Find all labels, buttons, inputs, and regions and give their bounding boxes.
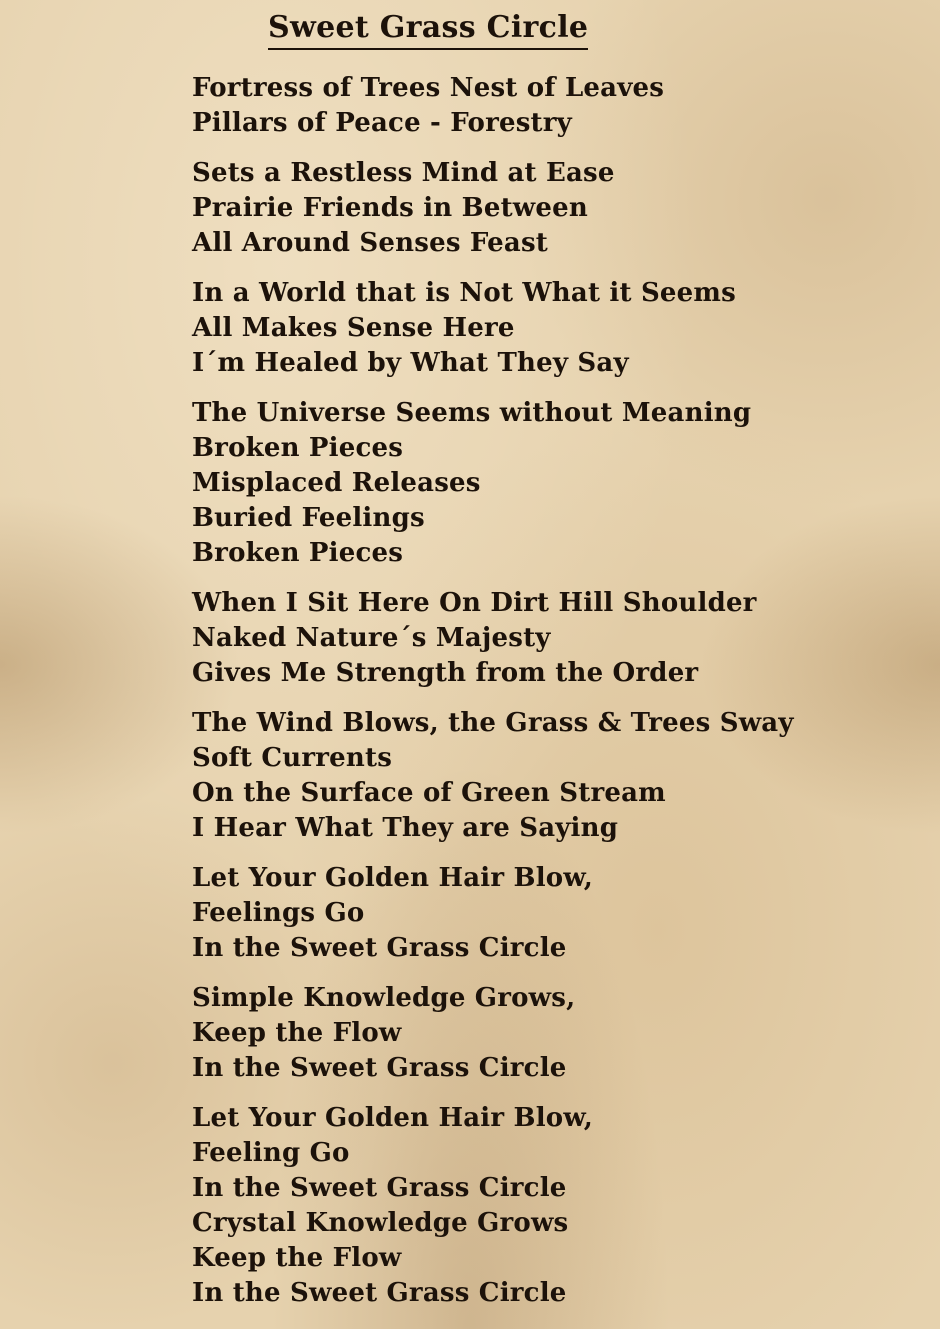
stanza <box>192 1101 892 1311</box>
poem-line: Pillars of Peace - Forestry <box>192 108 572 138</box>
stanza <box>192 396 892 571</box>
poem-line: All Around Senses Feast <box>192 228 548 258</box>
poem-line: Let Your Golden Hair Blow, <box>192 863 594 893</box>
poem-line: All Makes Sense Here <box>192 313 515 343</box>
stanza <box>192 861 892 966</box>
poem-line: Soft Currents <box>192 743 393 773</box>
poem-line: Naked Nature´s Majesty <box>192 623 551 653</box>
poem-line: Sets a Restless Mind at Ease <box>192 158 615 188</box>
poem-body <box>192 71 892 1326</box>
stanza <box>192 276 892 381</box>
poem-line: Misplaced Releases <box>192 468 481 498</box>
poem-line: Crystal Knowledge Grows <box>192 1208 569 1238</box>
poem-line: I´m Healed by What They Say <box>192 348 629 378</box>
poem-title: Sweet Grass Circle <box>268 8 588 50</box>
poem-line: The Universe Seems without Meaning <box>192 398 752 428</box>
poem-line: In a World that is Not What it Seems <box>192 278 736 308</box>
poem-line: Keep the Flow <box>192 1243 402 1273</box>
poem-line: Feelings Go <box>192 898 365 928</box>
poem-line: In the Sweet Grass Circle <box>192 1278 567 1308</box>
poem-line: The Wind Blows, the Grass & Trees Sway <box>192 708 794 738</box>
poem-line: Feeling Go <box>192 1138 350 1168</box>
poem-line: In the Sweet Grass Circle <box>192 933 567 963</box>
poem-line: In the Sweet Grass Circle <box>192 1173 567 1203</box>
stanza <box>192 706 892 846</box>
stanza <box>192 981 892 1086</box>
poem-line: Let Your Golden Hair Blow, <box>192 1103 594 1133</box>
poem-line: In the Sweet Grass Circle <box>192 1053 567 1083</box>
poem-line: I Hear What They are Saying <box>192 813 619 843</box>
poem-line: Broken Pieces <box>192 433 404 463</box>
poem-line: When I Sit Here On Dirt Hill Shoulder <box>192 588 757 618</box>
poem-line: Gives Me Strength from the Order <box>192 658 699 688</box>
poem-line: Fortress of Trees Nest of Leaves <box>192 73 665 103</box>
poem-line: Prairie Friends in Between <box>192 193 588 223</box>
poem-line: Keep the Flow <box>192 1018 402 1048</box>
poem-line: Broken Pieces <box>192 538 404 568</box>
poem-line: Buried Feelings <box>192 503 425 533</box>
poem-line: Simple Knowledge Grows, <box>192 983 576 1013</box>
stanza <box>192 156 892 261</box>
poem-line: On the Surface of Green Stream <box>192 778 666 808</box>
stanza <box>192 586 892 691</box>
stanza <box>192 71 892 141</box>
